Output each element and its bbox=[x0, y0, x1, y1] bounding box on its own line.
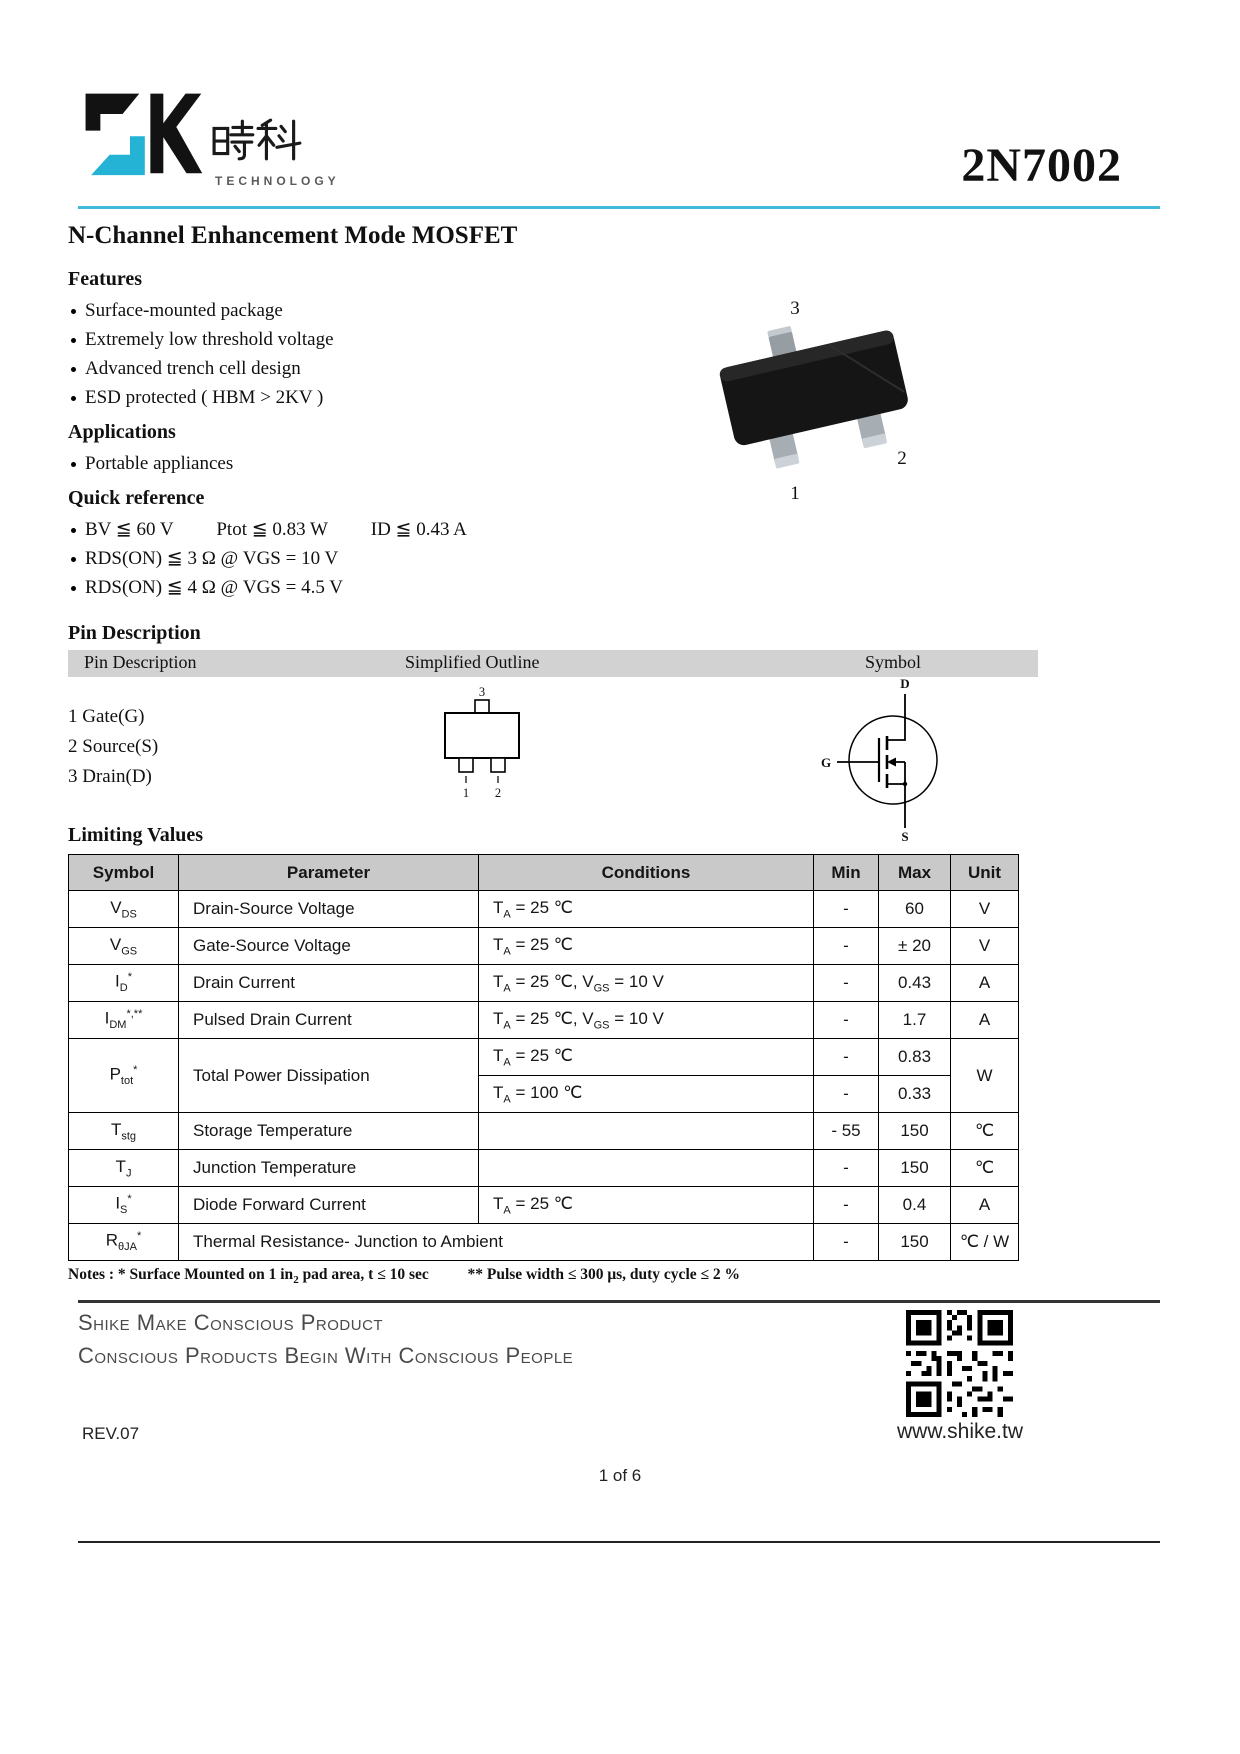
footer-slogan-1: Shike Make Conscious Product bbox=[78, 1310, 384, 1335]
lv-table-cell: 0.33 bbox=[879, 1076, 951, 1113]
lv-table-cell: 60 bbox=[879, 891, 951, 928]
limiting-values-heading: Limiting Values bbox=[68, 824, 204, 846]
lv-table-cell: 1.7 bbox=[879, 1002, 951, 1039]
lv-column-header: Max bbox=[879, 855, 951, 891]
lv-column-header: Parameter bbox=[179, 855, 479, 891]
lv-table-cell: $T_A = 25$ ℃, $V_{GS} = 10$ V bbox=[479, 1002, 814, 1039]
outline-pin2-label: 2 bbox=[494, 786, 502, 800]
quick-reference-list bbox=[68, 515, 708, 602]
pd-col-simplified-outline: Simplified Outline bbox=[405, 652, 540, 672]
qr-code bbox=[906, 1310, 1013, 1417]
lv-table-cell: Drain-Source Voltage bbox=[179, 891, 479, 928]
lv-table-cell: $T_A = 25$ ℃, $V_{GS} = 10$ V bbox=[479, 965, 814, 1002]
package-pin1-label: 1 bbox=[790, 483, 800, 504]
lv-table-cell: - bbox=[814, 1002, 879, 1039]
lv-table-cell: ℃ bbox=[951, 1150, 1019, 1187]
pd-col-pin-description: Pin Description bbox=[84, 652, 197, 672]
mosfet-symbol-drawing bbox=[815, 676, 975, 844]
lv-table-row bbox=[69, 1224, 1019, 1261]
lv-table-cell: Total Power Dissipation bbox=[179, 1039, 479, 1113]
lv-table-cell: $T_A = 25$ ℃ bbox=[479, 1039, 814, 1076]
application-item: Portable appliances bbox=[68, 449, 708, 478]
lv-table-row bbox=[69, 1113, 1019, 1150]
lv-table-cell: 0.43 bbox=[879, 965, 951, 1002]
lv-table-cell: Thermal Resistance- Junction to Ambient bbox=[179, 1224, 814, 1261]
lv-table-cell: - bbox=[814, 1076, 879, 1113]
lv-table-cell: - bbox=[814, 1187, 879, 1224]
table-notes: Notes : * Surface Mounted on 1 $in_2$ pad area, t ≤ 10 sec ** Pulse width ≤ 300 μs, duty cycle ≤ 2 % bbox=[68, 1266, 741, 1287]
lv-table-cell: $T_{stg}$ bbox=[69, 1113, 179, 1150]
feature-item: Extremely low threshold voltage bbox=[68, 325, 708, 354]
lv-table-cell: A bbox=[951, 965, 1019, 1002]
outline-pin1-label: 1 bbox=[462, 786, 470, 800]
lv-table-cell: $T_A = 100$ ℃ bbox=[479, 1076, 814, 1113]
lv-table-row bbox=[69, 1187, 1019, 1224]
lv-table-cell: - bbox=[814, 891, 879, 928]
lv-table-cell: Drain Current bbox=[179, 965, 479, 1002]
lv-table-cell: $I_{DM}^{*,**}$ bbox=[69, 1002, 179, 1039]
lv-table-row bbox=[69, 1039, 1019, 1076]
logo-technology-text: TECHNOLOGY bbox=[215, 174, 340, 188]
lv-table-cell: ± 20 bbox=[879, 928, 951, 965]
lv-table-cell: $T_A = 25$ ℃ bbox=[479, 891, 814, 928]
lv-table-cell: Diode Forward Current bbox=[179, 1187, 479, 1224]
lv-table-row bbox=[69, 1002, 1019, 1039]
lv-table-cell: Junction Temperature bbox=[179, 1150, 479, 1187]
pin-description-heading: Pin Description bbox=[68, 622, 201, 644]
lv-table-cell: 150 bbox=[879, 1113, 951, 1150]
lv-table-cell: Storage Temperature bbox=[179, 1113, 479, 1150]
lv-table-cell: 0.4 bbox=[879, 1187, 951, 1224]
outline-pin3-label: 3 bbox=[478, 686, 486, 699]
symbol-drain-label: D bbox=[900, 676, 910, 691]
symbol-source-label: S bbox=[901, 829, 909, 844]
lv-table-cell: 0.83 bbox=[879, 1039, 951, 1076]
pin-item: 2 Source(S) bbox=[68, 736, 159, 757]
features-heading: Features bbox=[68, 268, 143, 290]
feature-item: Advanced trench cell design bbox=[68, 354, 708, 383]
lv-table-cell: W bbox=[951, 1039, 1019, 1113]
package-pin2-label: 2 bbox=[897, 448, 907, 469]
lv-column-header: Min bbox=[814, 855, 879, 891]
lv-table-cell: $T_A = 25$ ℃ bbox=[479, 928, 814, 965]
lv-table-cell: $T_A = 25$ ℃ bbox=[479, 1187, 814, 1224]
lv-table-cell: - bbox=[814, 1150, 879, 1187]
feature-item: ESD protected ( HBM > 2KV ) bbox=[68, 383, 708, 412]
lv-table-cell: $I_D^*$ bbox=[69, 965, 179, 1002]
lv-table-cell: - 55 bbox=[814, 1113, 879, 1150]
lv-table-cell: A bbox=[951, 1187, 1019, 1224]
symbol-gate-label: G bbox=[820, 755, 832, 770]
pin-item: 1 Gate(G) bbox=[68, 706, 145, 727]
lv-column-header: Unit bbox=[951, 855, 1019, 891]
lv-table-cell: V bbox=[951, 928, 1019, 965]
page-number: 1 of 6 bbox=[598, 1466, 642, 1485]
applications-heading: Applications bbox=[68, 421, 176, 443]
logo-mark-icon bbox=[80, 86, 205, 192]
pin-description-header-bar bbox=[68, 650, 1038, 677]
document-title: N-Channel Enhancement Mode MOSFET bbox=[68, 222, 518, 249]
feature-item: Surface-mounted package bbox=[68, 296, 708, 325]
revision-label: REV.07 bbox=[82, 1424, 140, 1443]
features-list bbox=[68, 296, 708, 412]
lv-table-cell: - bbox=[814, 928, 879, 965]
footer-slogan-2: Conscious Products Begin With Conscious People bbox=[78, 1343, 574, 1368]
lv-table-cell: 150 bbox=[879, 1224, 951, 1261]
header-rule bbox=[78, 206, 1160, 209]
qr-id: ID ≦ 0.43 A bbox=[370, 519, 467, 540]
sot23-outline-drawing bbox=[432, 686, 532, 806]
lv-table-cell: - bbox=[814, 1039, 879, 1076]
quick-reference-line: RDS(ON) ≦ 4 Ω @ VGS = 4.5 V bbox=[68, 573, 708, 602]
lv-table-cell: - bbox=[814, 965, 879, 1002]
lv-table-cell: A bbox=[951, 1002, 1019, 1039]
qr-ptot: Ptot ≦ 0.83 W bbox=[216, 519, 328, 540]
pin-list bbox=[68, 702, 158, 792]
footer-rule bbox=[78, 1300, 1160, 1303]
lv-column-header: Symbol bbox=[69, 855, 179, 891]
applications-list bbox=[68, 449, 708, 478]
lv-table-cell bbox=[479, 1150, 814, 1187]
lv-table-cell: $V_{GS}$ bbox=[69, 928, 179, 965]
bottom-rule bbox=[78, 1541, 1160, 1543]
lv-table-cell: - bbox=[814, 1224, 879, 1261]
limiting-values-table bbox=[68, 854, 1019, 1261]
lv-table-cell: $V_{DS}$ bbox=[69, 891, 179, 928]
lv-table-cell: Gate-Source Voltage bbox=[179, 928, 479, 965]
lv-table-cell: $T_J$ bbox=[69, 1150, 179, 1187]
lv-table-cell: 150 bbox=[879, 1150, 951, 1187]
lv-table-cell: $R_{\theta JA}^*$ bbox=[69, 1224, 179, 1261]
qr-bv: BV ≦ 60 V bbox=[85, 519, 174, 540]
lv-table-cell bbox=[479, 1113, 814, 1150]
pin-item: 3 Drain(D) bbox=[68, 766, 152, 787]
logo-chinese-icon bbox=[212, 118, 302, 162]
package-photo bbox=[690, 292, 940, 507]
package-pin3-label: 3 bbox=[790, 298, 800, 319]
lv-table-cell: ℃ / W bbox=[951, 1224, 1019, 1261]
part-number: 2N7002 bbox=[961, 139, 1122, 192]
lv-column-header: Conditions bbox=[479, 855, 814, 891]
lv-table-row bbox=[69, 965, 1019, 1002]
website-url: www.shike.tw bbox=[896, 1420, 1024, 1443]
quick-reference-heading: Quick reference bbox=[68, 487, 205, 509]
lv-table-cell: $I_S^*$ bbox=[69, 1187, 179, 1224]
lv-table-cell: Pulsed Drain Current bbox=[179, 1002, 479, 1039]
lv-table-row bbox=[69, 1150, 1019, 1187]
lv-table-row bbox=[69, 891, 1019, 928]
lv-table-cell: V bbox=[951, 891, 1019, 928]
lv-table-cell: ℃ bbox=[951, 1113, 1019, 1150]
quick-reference-line bbox=[68, 515, 708, 544]
pd-col-symbol: Symbol bbox=[865, 652, 922, 672]
lv-table-row bbox=[69, 928, 1019, 965]
intro-column bbox=[68, 268, 708, 606]
quick-reference-line: RDS(ON) ≦ 3 Ω @ VGS = 10 V bbox=[68, 544, 708, 573]
lv-table-cell: $P_{tot}^*$ bbox=[69, 1039, 179, 1113]
table-header-row bbox=[69, 855, 1019, 891]
